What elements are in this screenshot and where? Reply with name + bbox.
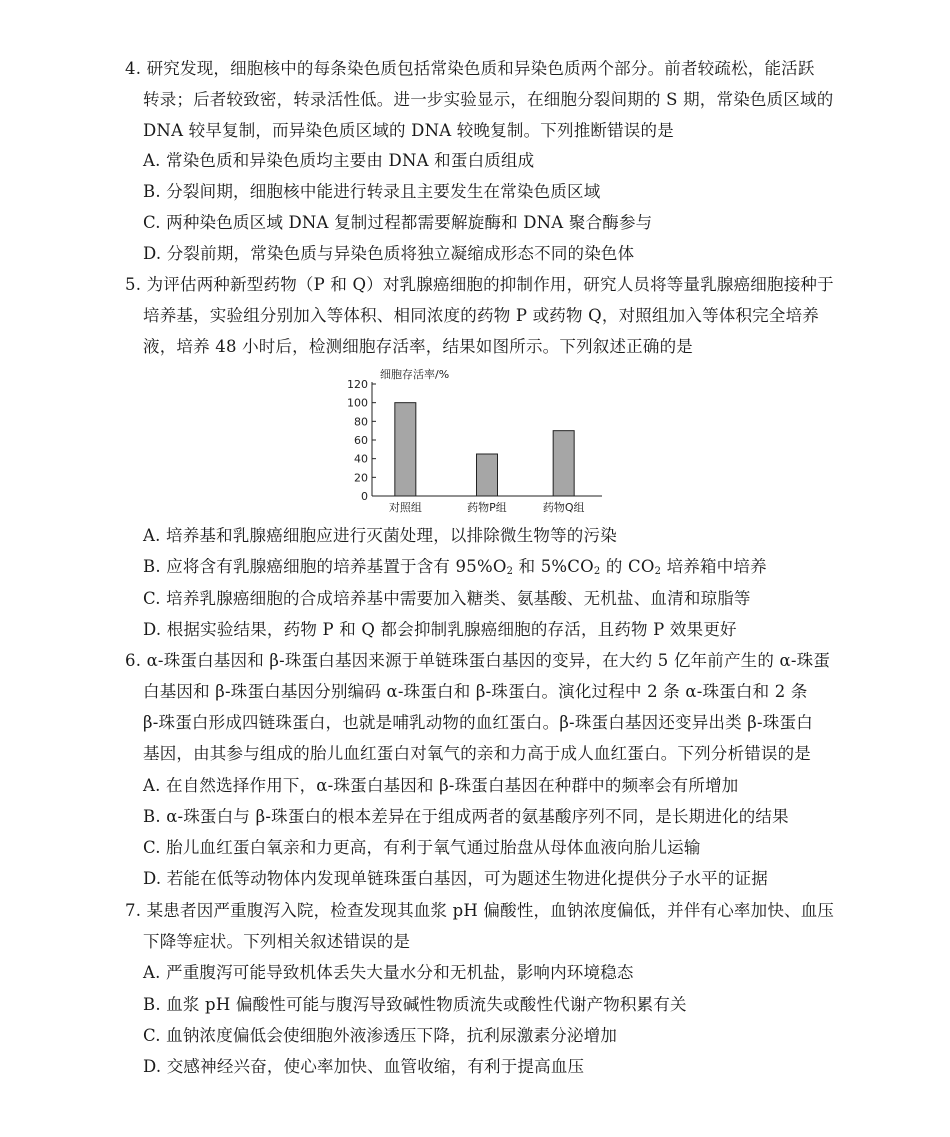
- q5-option-b: [143, 556, 767, 578]
- q4-stem-line-3: DNA 较早复制，而异染色质区域的 DNA 较晚复制。下列推断错误的是: [143, 121, 674, 140]
- bar-3: [553, 431, 574, 496]
- q4-stem-line-1: 4. 研究发现，细胞核中的每条染色质包括常染色质和异染色质两个部分。前者较疏松，能活跃: [125, 59, 815, 78]
- bar-2: [477, 454, 498, 496]
- cell-survival-bar-chart: [340, 364, 620, 520]
- y-tick-label: 120: [347, 378, 368, 391]
- y-tick-label: 20: [354, 471, 368, 485]
- q4-option-d: D. 分裂前期，常染色质与异染色质将独立凝缩成形态不同的染色体: [143, 244, 635, 263]
- q5-stem-line-1: 5. 为评估两种新型药物（P 和 Q）对乳腺癌细胞的抑制作用，研究人员将等量乳腺癌细胞接种于: [125, 275, 834, 294]
- y-tick-label: 80: [354, 415, 368, 429]
- x-category-label: 药物P组: [467, 501, 507, 514]
- q6-stem-line-4: 基因，由其参与组成的胎儿血红蛋白对氧气的亲和力高于成人血红蛋白。下列分析错误的是: [143, 744, 811, 763]
- chart-title: 细胞存活率/%: [380, 368, 450, 381]
- y-tick-label: 40: [354, 452, 368, 466]
- bar-1: [395, 403, 416, 496]
- q5-option-c: C. 培养乳腺癌细胞的合成培养基中需要加入糖类、氨基酸、无机盐、血清和琼脂等: [143, 589, 751, 608]
- q6-stem-line-3: β-珠蛋白形成四链珠蛋白，也就是哺乳动物的血红蛋白。β-珠蛋白基因还变异出类 β-珠蛋白: [143, 713, 813, 732]
- q4-stem-line-2: 转录；后者较致密，转录活性低。进一步实验显示，在细胞分裂间期的 S 期，常染色质区域的: [143, 90, 834, 109]
- q5-stem-line-3: 液，培养 48 小时后，检测细胞存活率，结果如图所示。下列叙述正确的是: [143, 337, 693, 356]
- y-tick-label: 60: [354, 434, 368, 447]
- q7-option-d: D. 交感神经兴奋，使心率加快、血管收缩，有利于提高血压: [143, 1057, 585, 1076]
- q5-option-b-part-3: 的 CO: [600, 557, 655, 576]
- y-tick-label: 0: [361, 490, 368, 503]
- q6-option-a: A. 在自然选择作用下，α-珠蛋白基因和 β-珠蛋白基因在种群中的频率会有所增加: [143, 776, 739, 795]
- q5-option-b-sub-1: 2: [506, 566, 514, 577]
- q5-stem-line-2: 培养基，实验组分别加入等体积、相同浓度的药物 P 或药物 Q，对照组加入等体积完全培养: [143, 306, 819, 325]
- x-labels: [389, 500, 585, 514]
- q5-option-d: D. 根据实验结果，药物 P 和 Q 都会抑制乳腺癌细胞的存活，且药物 P 效果更好: [143, 620, 737, 639]
- q7-stem-line-2: 下降等症状。下列相关叙述错误的是: [143, 932, 411, 951]
- q7-option-a: A. 严重腹泻可能导致机体丢失大量水分和无机盐，影响内环境稳态: [143, 963, 634, 982]
- q4-option-b: B. 分裂间期，细胞核中能进行转录且主要发生在常染色质区域: [143, 182, 601, 201]
- q4-option-a: A. 常染色质和异染色质均主要由 DNA 和蛋白质组成: [143, 151, 535, 170]
- q5-option-a: A. 培养基和乳腺癌细胞应进行灭菌处理，以排除微生物等的污染: [143, 526, 617, 545]
- q7-option-b: B. 血浆 pH 偏酸性可能与腹泻导致碱性物质流失或酸性代谢产物积累有关: [143, 995, 687, 1014]
- x-category-label: 药物Q组: [542, 501, 585, 514]
- q6-option-b: B. α-珠蛋白与 β-珠蛋白的根本差异在于组成两者的氨基酸序列不同，是长期进化的结果: [143, 807, 789, 826]
- x-category-label: 对照组: [388, 501, 422, 514]
- q5-option-b-part-4: 培养箱中培养: [661, 557, 767, 576]
- q6-option-d: D. 若能在低等动物体内发现单链珠蛋白基因，可为题述生物进化提供分子水平的证据: [143, 869, 768, 888]
- q5-option-b-sub-3: 2: [654, 566, 662, 577]
- q7-option-c: C. 血钠浓度偏低会使细胞外液渗透压下降，抗利尿激素分泌增加: [143, 1026, 618, 1045]
- q6-stem-line-2: 白基因和 β-珠蛋白基因分别编码 α-珠蛋白和 β-珠蛋白。演化过程中 2 条 α-珠蛋白和 2 条: [143, 682, 808, 701]
- y-tick-label: 100: [347, 396, 368, 410]
- q6-option-c: C. 胎儿血红蛋白氧亲和力更高，有利于氧气通过胎盘从母体血液向胎儿运输: [143, 838, 701, 857]
- q5-option-b-part-1: B. 应将含有乳腺癌细胞的培养基置于含有 95%O: [143, 557, 507, 576]
- q4-option-c: C. 两种染色质区域 DNA 复制过程都需要解旋酶和 DNA 聚合酶参与: [143, 213, 653, 232]
- q6-stem-line-1: 6. α-珠蛋白基因和 β-珠蛋白基因来源于单链珠蛋白基因的变异，在大约 5 亿年前产生的 α-珠蛋: [125, 651, 831, 670]
- q7-stem-line-1: 7. 某患者因严重腹泻入院，检查发现其血浆 pH 偏酸性，血钠浓度偏低，并伴有心率加快、血压: [125, 901, 835, 920]
- q5-option-b-sub-2: 2: [593, 566, 601, 577]
- q5-option-b-part-2: 和 5%CO: [513, 557, 594, 576]
- bars: [395, 403, 574, 496]
